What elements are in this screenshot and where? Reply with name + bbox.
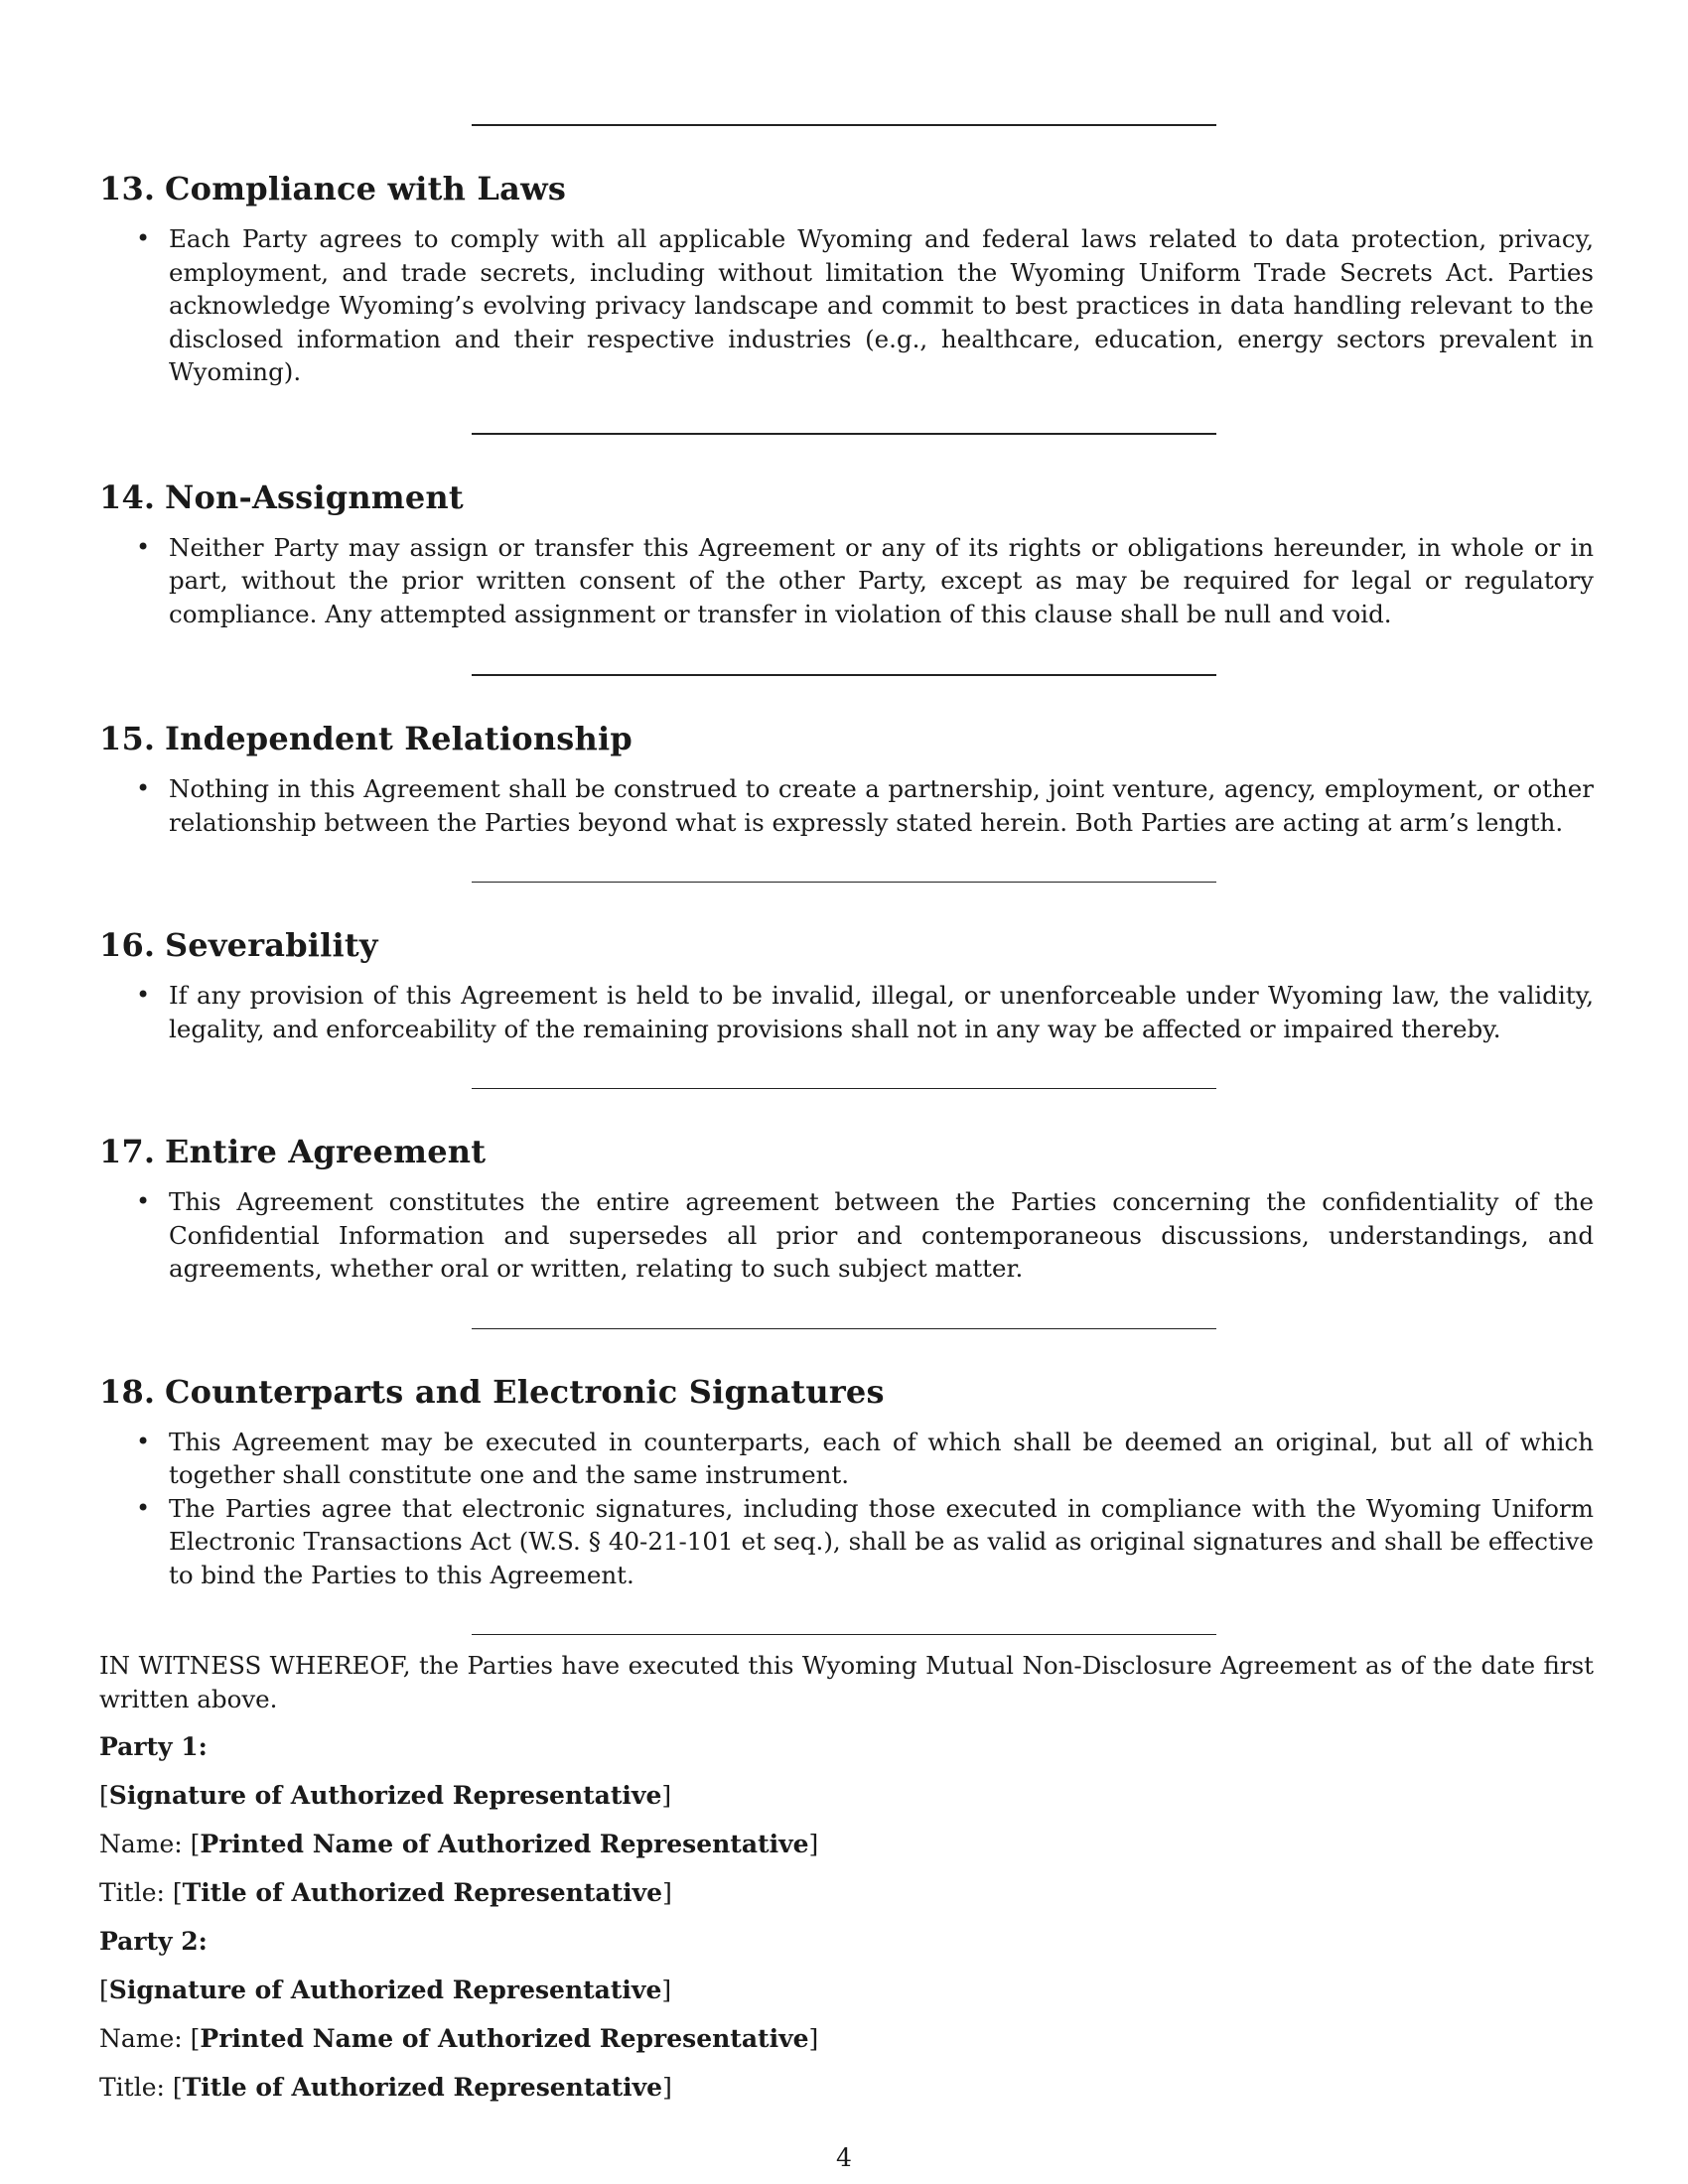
party-1-signature-block	[99, 1730, 1594, 1910]
section-title: Counterparts and Electronic Signatures	[165, 1372, 885, 1411]
section-15	[99, 719, 1594, 839]
section-number: 16.	[99, 926, 156, 964]
section-divider	[472, 1634, 1216, 1635]
list-item: • The Parties agree that electronic signatures, including those executed in compliance with the Wyoming Uniform Electronic Transactions Act (W.S. § 40-21-101 et seq.), shall be as valid as original signatures and shall be effective to bind the Parties to this Agreement.	[99, 1492, 1594, 1592]
section-title: Severability	[165, 926, 378, 964]
party-2-signature-block	[99, 1925, 1594, 2105]
section-title: Independent Relationship	[165, 720, 633, 757]
list-item: • This Agreement may be executed in counterparts, each of which shall be deemed an original, but all of which together shall constitute one and the same instrument.	[99, 1426, 1594, 1492]
section-title: Compliance with Laws	[165, 170, 567, 207]
section-13	[99, 169, 1594, 389]
section-17	[99, 1132, 1594, 1286]
bullet-list	[99, 772, 1594, 839]
section-divider	[472, 882, 1216, 883]
bullet-list	[99, 531, 1594, 631]
section-divider	[472, 433, 1216, 435]
section-divider	[472, 1088, 1216, 1089]
section-number: 18.	[99, 1372, 156, 1411]
list-item: • Each Party agrees to comply with all applicable Wyoming and federal laws related to data protection, privacy, employment, and trade secrets, including without limitation the Wyoming Uniform Trade Secrets Act. Parties acknowledge Wyoming’s evolving privacy landscape and commit to best practices in data handling relevant to the disclosed information and their respective industries (e.g., healthcare, education, energy sectors prevalent in Wyoming).	[99, 222, 1594, 389]
witness-statement: IN WITNESS WHEREOF, the Parties have executed this Wyoming Mutual Non-Disclosure Agreement as of the date first written above.	[99, 1651, 1594, 1713]
section-divider	[472, 1328, 1216, 1329]
bullet-list	[99, 222, 1594, 389]
name-label: Name:	[99, 1830, 183, 1858]
title-placeholder: Title of Authorized Representative	[182, 2073, 663, 2102]
signature-placeholder: Signature of Authorized Representative	[108, 1976, 662, 2004]
section-heading	[99, 478, 1594, 517]
section-16	[99, 925, 1594, 1045]
name-line: Name: [Printed Name of Authorized Representative]	[99, 1830, 819, 1858]
section-divider	[472, 124, 1216, 126]
section-number: 13.	[99, 170, 156, 207]
section-number: 14.	[99, 478, 156, 516]
name-placeholder: Printed Name of Authorized Representative	[200, 1830, 809, 1858]
list-item: • Nothing in this Agreement shall be construed to create a partnership, joint venture, agency, employment, or other relationship between the Parties beyond what is expressly stated herein. Both Parties are acting at arm’s length.	[99, 772, 1594, 839]
title-label: Title:	[99, 1878, 165, 1907]
list-item: • If any provision of this Agreement is held to be invalid, illegal, or unenforceable under Wyoming law, the validity, legality, and enforceability of the remaining provisions shall not in any way be affected or impaired thereby.	[99, 979, 1594, 1045]
section-14	[99, 478, 1594, 631]
section-number: 17.	[99, 1133, 156, 1170]
section-heading	[99, 1372, 1594, 1412]
section-title: Entire Agreement	[165, 1133, 487, 1170]
section-heading	[99, 719, 1594, 758]
bullet-list	[99, 979, 1594, 1045]
party-label: Party 2:	[99, 1927, 208, 1956]
document-page	[99, 0, 1594, 2105]
name-label: Name:	[99, 2024, 183, 2053]
name-line: Name: [Printed Name of Authorized Representative]	[99, 2024, 819, 2053]
signature-placeholder: Signature of Authorized Representative	[108, 1781, 662, 1810]
signature-line: [Signature of Authorized Representative]	[99, 1976, 672, 2004]
title-line: Title: [Title of Authorized Representative]	[99, 2073, 672, 2102]
name-placeholder: Printed Name of Authorized Representative	[200, 2024, 809, 2053]
list-item: • This Agreement constitutes the entire agreement between the Parties concerning the confidentiality of the Confidential Information and supersedes all prior and contemporaneous discussions, understandings, and agreements, whether oral or written, relating to such subject matter.	[99, 1185, 1594, 1286]
section-divider	[472, 674, 1216, 676]
section-18	[99, 1372, 1594, 1592]
title-placeholder: Title of Authorized Representative	[182, 1878, 663, 1907]
page-number: 4	[836, 2143, 852, 2172]
list-item: • Neither Party may assign or transfer this Agreement or any of its rights or obligations hereunder, in whole or in part, without the prior written consent of the other Party, except as may be required for legal or regulatory compliance. Any attempted assignment or transfer in violation of this clause shall be null and void.	[99, 531, 1594, 631]
title-label: Title:	[99, 2073, 165, 2102]
section-title: Non-Assignment	[165, 478, 464, 516]
party-label: Party 1:	[99, 1732, 208, 1761]
section-number: 15.	[99, 720, 156, 757]
bullet-list	[99, 1426, 1594, 1592]
section-heading	[99, 169, 1594, 208]
title-line: Title: [Title of Authorized Representative]	[99, 1878, 672, 1907]
bullet-list	[99, 1185, 1594, 1286]
signature-line: [Signature of Authorized Representative]	[99, 1781, 672, 1810]
section-heading	[99, 1132, 1594, 1171]
section-heading	[99, 925, 1594, 965]
